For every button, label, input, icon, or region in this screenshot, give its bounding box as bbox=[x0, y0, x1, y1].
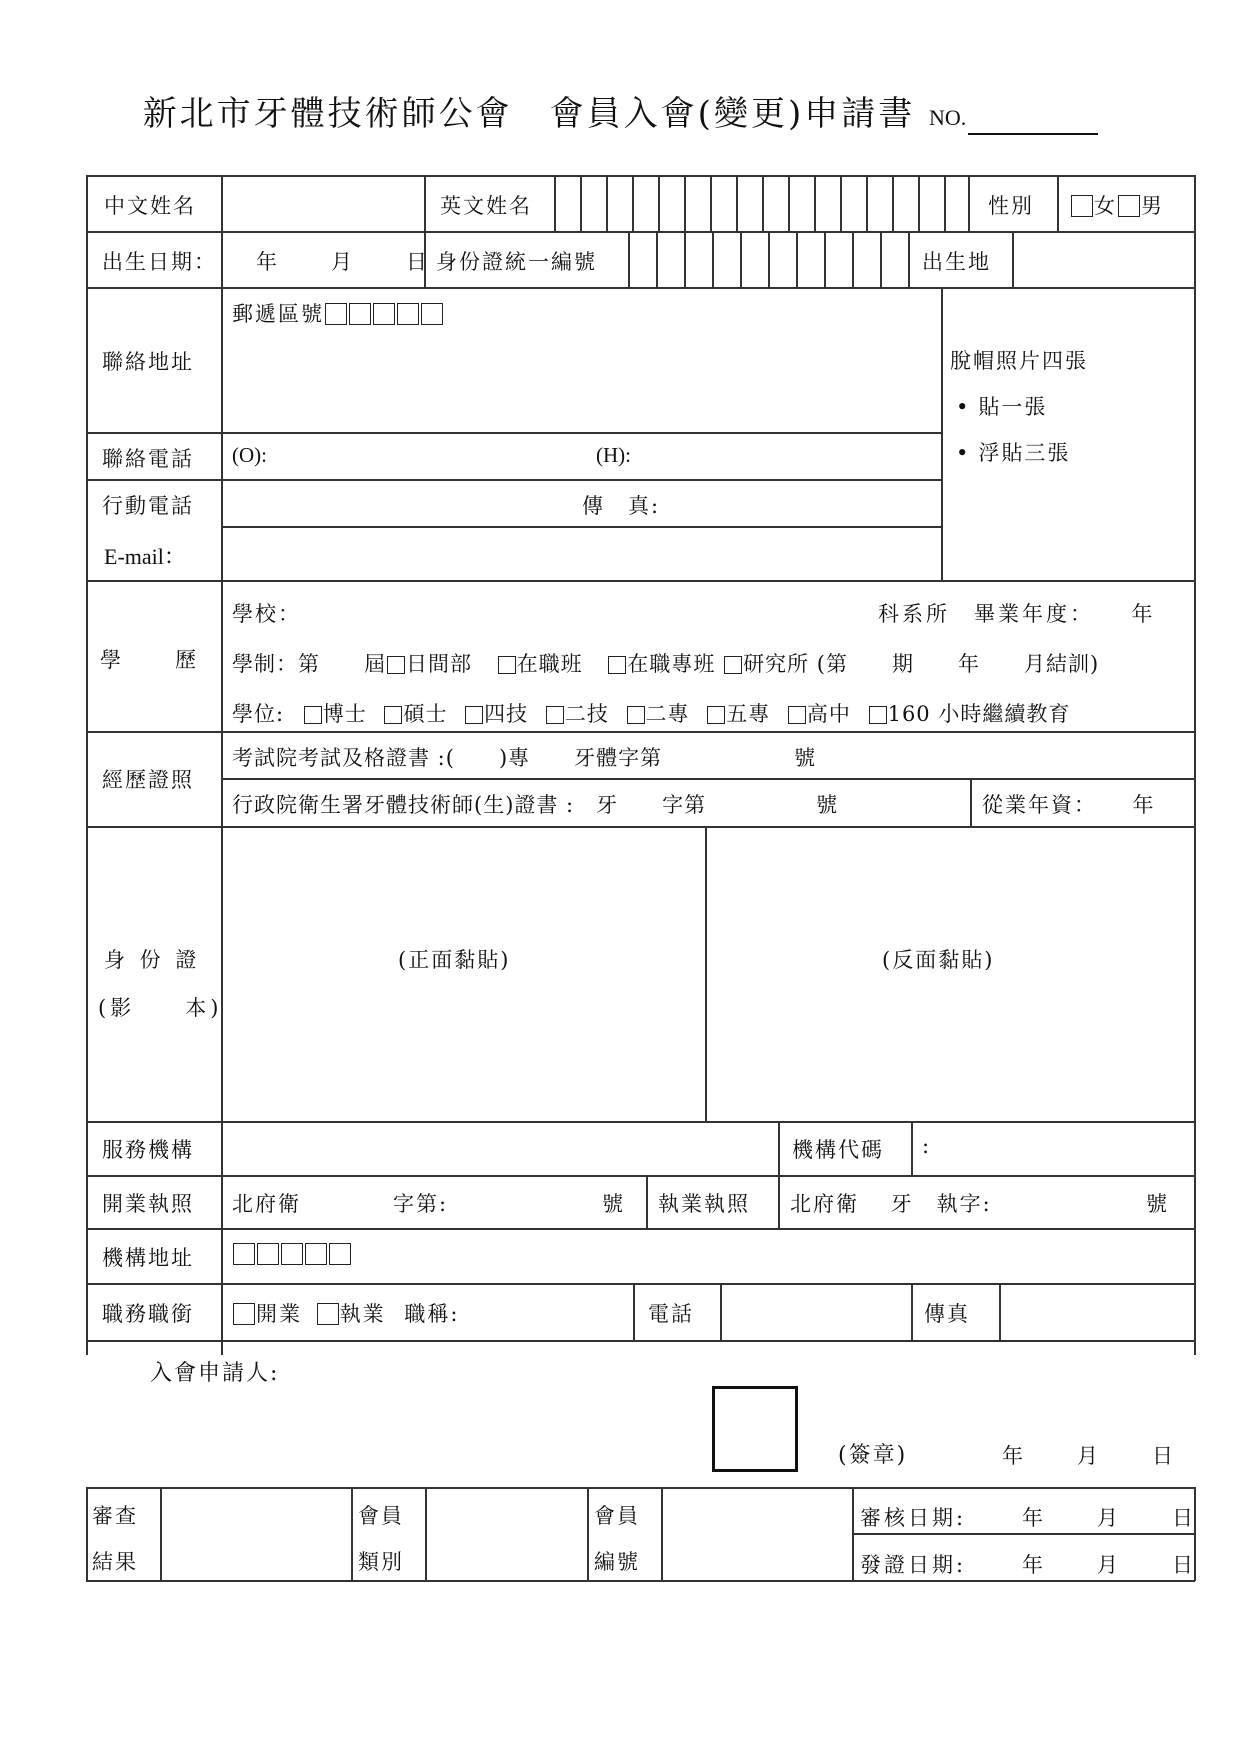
cell-divider bbox=[658, 175, 660, 231]
label-phone: 聯絡電話 bbox=[102, 447, 194, 471]
cell-divider bbox=[944, 175, 946, 231]
cell-divider bbox=[796, 231, 798, 287]
form-title bbox=[0, 86, 1241, 135]
cell-divider bbox=[554, 175, 556, 231]
postal-digit-box[interactable] bbox=[349, 303, 371, 325]
highschool-checkbox[interactable] bbox=[788, 706, 806, 724]
label-review-result-1: 審查 bbox=[92, 1504, 138, 1528]
row-line bbox=[86, 731, 1195, 733]
label-birth-date: 出生日期： bbox=[102, 250, 217, 274]
service-org-field[interactable] bbox=[223, 1123, 776, 1173]
review-line bbox=[661, 1487, 663, 1581]
degree-row bbox=[232, 698, 1070, 728]
label-degree: 學位: bbox=[232, 702, 285, 726]
practice-license-value[interactable]: 北府衛 牙 執字: bbox=[790, 1192, 992, 1216]
address-field[interactable] bbox=[225, 330, 937, 428]
birthplace-field[interactable] bbox=[1014, 233, 1192, 285]
table-border-left bbox=[86, 175, 88, 1355]
label-mobile: 行動電話 bbox=[102, 494, 194, 518]
title-main: 新北市牙體技術師公會 會員入會(變更)申請書 bbox=[142, 94, 916, 134]
label-fax: 傳 真: bbox=[582, 494, 661, 518]
male-label: 男 bbox=[1141, 194, 1164, 218]
cell-divider bbox=[968, 175, 970, 231]
cell-divider bbox=[824, 231, 826, 287]
deg-4yr: 四技 bbox=[484, 702, 529, 726]
label-education: 學 歷 bbox=[100, 648, 200, 672]
label-org-code: 機構代碼 bbox=[792, 1138, 884, 1162]
deg-5yr: 五專 bbox=[726, 702, 771, 726]
cell-divider bbox=[908, 231, 910, 287]
review-line bbox=[587, 1487, 589, 1581]
label-name-cn: 中文姓名 bbox=[104, 194, 196, 218]
id-front-paste: (正面黏貼) bbox=[398, 948, 511, 972]
row-line bbox=[221, 778, 1195, 780]
deg-phd: 博士 bbox=[322, 702, 367, 726]
label-member-type-2: 類別 bbox=[358, 1550, 404, 1574]
label-gender: 性別 bbox=[988, 194, 1034, 218]
review-line bbox=[351, 1487, 353, 1581]
label-email: E-mail： bbox=[104, 544, 186, 569]
male-checkbox[interactable] bbox=[1118, 195, 1140, 217]
label-id-card-copy: (影 本) bbox=[98, 996, 223, 1020]
cell-divider bbox=[684, 175, 686, 231]
cell-divider bbox=[646, 1175, 648, 1228]
label-school: 學校： bbox=[232, 602, 301, 626]
phone-office-label: (O): bbox=[232, 443, 267, 467]
deg-highschool: 高中 bbox=[806, 702, 851, 726]
cell-divider bbox=[768, 231, 770, 287]
photo-instruction-2: • 浮貼三張 bbox=[956, 437, 1070, 467]
label-service-org: 服務機構 bbox=[102, 1138, 194, 1162]
label-review-date: 審核日期: bbox=[860, 1506, 967, 1530]
label-practice-license: 執業執照 bbox=[658, 1192, 750, 1216]
postal-digit-box[interactable] bbox=[421, 303, 443, 325]
postal-digit-box[interactable] bbox=[373, 303, 395, 325]
opt-graduate: 研究所 bbox=[743, 652, 810, 676]
5yr-checkbox[interactable] bbox=[707, 706, 725, 724]
inservice-checkbox[interactable] bbox=[498, 656, 516, 674]
master-checkbox[interactable] bbox=[384, 706, 402, 724]
postal-digit-box[interactable] bbox=[397, 303, 419, 325]
row-line bbox=[86, 1340, 1195, 1342]
label-postal-code: 郵遞區號 bbox=[232, 302, 324, 326]
cell-divider bbox=[712, 231, 714, 287]
cell-divider bbox=[892, 175, 894, 231]
label-department-graduation: 科系所 畢業年度： 年 bbox=[878, 602, 1156, 626]
cell-divider bbox=[852, 231, 854, 287]
org-postal-boxes bbox=[232, 1242, 352, 1266]
cell-divider bbox=[606, 175, 608, 231]
cell-divider bbox=[918, 175, 920, 231]
postal-digit-box[interactable] bbox=[329, 1243, 351, 1265]
review-line bbox=[425, 1487, 427, 1581]
cell-divider bbox=[911, 1121, 913, 1175]
row-line bbox=[86, 1175, 1195, 1177]
row-line bbox=[86, 580, 1195, 582]
2yr-college-checkbox[interactable] bbox=[627, 706, 645, 724]
cell-divider bbox=[814, 175, 816, 231]
id-front-area[interactable] bbox=[223, 828, 703, 1119]
female-label: 女 bbox=[1094, 194, 1117, 218]
label-birthplace: 出生地 bbox=[922, 250, 991, 274]
exam-certificate[interactable]: 考試院考試及格證書 :( )專 牙體字第 號 bbox=[232, 746, 817, 770]
deg-master: 碩士 bbox=[403, 702, 448, 726]
inservice-special-checkbox[interactable] bbox=[608, 656, 626, 674]
row-line bbox=[86, 1228, 1195, 1230]
review-line bbox=[852, 1533, 1195, 1535]
label-signature: (簽章) bbox=[838, 1443, 908, 1468]
postal-digit-box[interactable] bbox=[233, 1243, 255, 1265]
label-open-license: 開業執照 bbox=[102, 1192, 194, 1216]
training-period: (第 期 年 月結訓) bbox=[816, 652, 1100, 676]
deg-ce160: 160 小時繼續教育 bbox=[887, 702, 1071, 726]
label-name-en: 英文姓名 bbox=[440, 194, 532, 218]
cell-divider bbox=[628, 231, 630, 287]
form-number-field[interactable] bbox=[968, 133, 1098, 135]
postal-digit-box[interactable] bbox=[325, 303, 347, 325]
moh-certificate[interactable]: 行政院衛生署牙體技術師(生)證書 : 牙 字第 號 bbox=[232, 793, 839, 817]
label-applicant: 入會申請人: bbox=[150, 1361, 280, 1386]
review-line bbox=[160, 1487, 162, 1581]
seal-box[interactable] bbox=[712, 1386, 798, 1472]
phone-home-label: (H): bbox=[596, 443, 631, 467]
cell-divider bbox=[970, 778, 972, 826]
school-system-row bbox=[232, 648, 1099, 678]
table-border-right bbox=[1194, 175, 1196, 1355]
duty-open-checkbox[interactable] bbox=[233, 1303, 255, 1325]
form-number-label: NO. bbox=[929, 105, 967, 130]
label-member-number-1: 會員 bbox=[594, 1504, 640, 1528]
duty-row bbox=[232, 1298, 459, 1328]
photo-instructions-title: 脫帽照片四張 bbox=[950, 349, 1088, 373]
org-code-colon[interactable]: : bbox=[922, 1134, 932, 1158]
cell-divider bbox=[684, 231, 686, 287]
deg-2yr-college: 二專 bbox=[645, 702, 690, 726]
4yr-checkbox[interactable] bbox=[465, 706, 483, 724]
opt-day: 日間部 bbox=[406, 652, 472, 676]
label-issue-date: 發證日期: bbox=[860, 1553, 967, 1577]
day-checkbox[interactable] bbox=[387, 656, 405, 674]
cell-divider bbox=[840, 175, 842, 231]
2yr-tech-checkbox[interactable] bbox=[546, 706, 564, 724]
graduate-checkbox[interactable] bbox=[724, 656, 742, 674]
email-field[interactable] bbox=[223, 528, 939, 578]
duty-open-label: 開業 bbox=[256, 1302, 302, 1326]
cell-divider bbox=[866, 175, 868, 231]
practice-license-hao: 號 bbox=[1146, 1192, 1169, 1216]
label-review-result-2: 結果 bbox=[92, 1550, 138, 1574]
postal-code-row bbox=[232, 298, 444, 328]
label-duty: 職務職銜 bbox=[102, 1302, 194, 1326]
cell-divider bbox=[736, 175, 738, 231]
gender-options bbox=[1070, 190, 1164, 220]
label-license: 經歷證照 bbox=[102, 768, 194, 792]
cell-divider bbox=[424, 175, 426, 231]
name-cn-field[interactable] bbox=[223, 177, 423, 230]
postal-digit-box[interactable] bbox=[257, 1243, 279, 1265]
cell-divider bbox=[911, 1283, 913, 1340]
phd-checkbox[interactable] bbox=[304, 706, 322, 724]
label-duty-fax: 傳真 bbox=[924, 1302, 970, 1326]
cell-divider bbox=[710, 175, 712, 231]
cell-divider bbox=[778, 1121, 780, 1175]
review-line bbox=[86, 1487, 1195, 1489]
review-line bbox=[852, 1487, 854, 1581]
open-license-hao: 號 bbox=[602, 1192, 625, 1216]
opt-inservice-special: 在職專班 bbox=[627, 652, 716, 676]
cell-divider bbox=[656, 231, 658, 287]
label-id-card: 身 份 證 bbox=[104, 948, 201, 972]
photo-instruction-1: • 貼一張 bbox=[956, 391, 1047, 421]
duty-fax-field[interactable] bbox=[1001, 1285, 1192, 1338]
review-line bbox=[86, 1580, 1195, 1582]
cell-divider bbox=[632, 175, 634, 231]
open-license-value[interactable]: 北府衛 字第: bbox=[232, 1192, 449, 1216]
id-back-area[interactable] bbox=[707, 828, 1192, 1119]
label-school-system: 學制：第 屆 bbox=[232, 652, 386, 676]
cell-divider bbox=[633, 1283, 635, 1340]
cell-divider bbox=[580, 175, 582, 231]
cell-divider bbox=[788, 175, 790, 231]
issue-date-ymd[interactable]: 年 月 日 bbox=[1022, 1553, 1197, 1577]
label-member-type-1: 會員 bbox=[358, 1504, 404, 1528]
label-address: 聯絡地址 bbox=[102, 350, 194, 374]
label-id-number: 身份證統一編號 bbox=[436, 250, 597, 274]
row-line bbox=[86, 479, 942, 481]
applicant-date[interactable]: 年 月 日 bbox=[1002, 1444, 1177, 1468]
review-date-ymd[interactable]: 年 月 日 bbox=[1022, 1506, 1197, 1530]
label-column-divider bbox=[221, 175, 223, 1355]
duty-practice-label: 執業 bbox=[339, 1302, 386, 1326]
photo-area[interactable] bbox=[943, 289, 1193, 579]
label-org-address: 機構地址 bbox=[102, 1246, 194, 1270]
review-line bbox=[86, 1487, 88, 1581]
duty-title-label: 職稱: bbox=[404, 1302, 460, 1326]
postal-digit-box[interactable] bbox=[305, 1243, 327, 1265]
opt-inservice: 在職班 bbox=[516, 652, 583, 676]
postal-digit-box[interactable] bbox=[281, 1243, 303, 1265]
ce160-checkbox[interactable] bbox=[869, 706, 887, 724]
row-line bbox=[86, 432, 942, 434]
label-member-number-2: 編號 bbox=[594, 1550, 640, 1574]
duty-practice-checkbox[interactable] bbox=[317, 1303, 339, 1325]
label-duty-tel: 電話 bbox=[648, 1302, 694, 1326]
cell-divider bbox=[740, 231, 742, 287]
female-checkbox[interactable] bbox=[1071, 195, 1093, 217]
cell-divider bbox=[880, 231, 882, 287]
id-back-paste: (反面黏貼) bbox=[882, 948, 995, 972]
cell-divider bbox=[778, 1175, 780, 1228]
years-of-service[interactable]: 從業年資： 年 bbox=[982, 793, 1156, 817]
birth-date-ymd[interactable]: 年 月 日 bbox=[256, 250, 431, 274]
duty-tel-field[interactable] bbox=[722, 1285, 909, 1338]
cell-divider bbox=[762, 175, 764, 231]
cell-divider bbox=[1057, 175, 1059, 231]
deg-2yr-tech: 二技 bbox=[564, 702, 609, 726]
